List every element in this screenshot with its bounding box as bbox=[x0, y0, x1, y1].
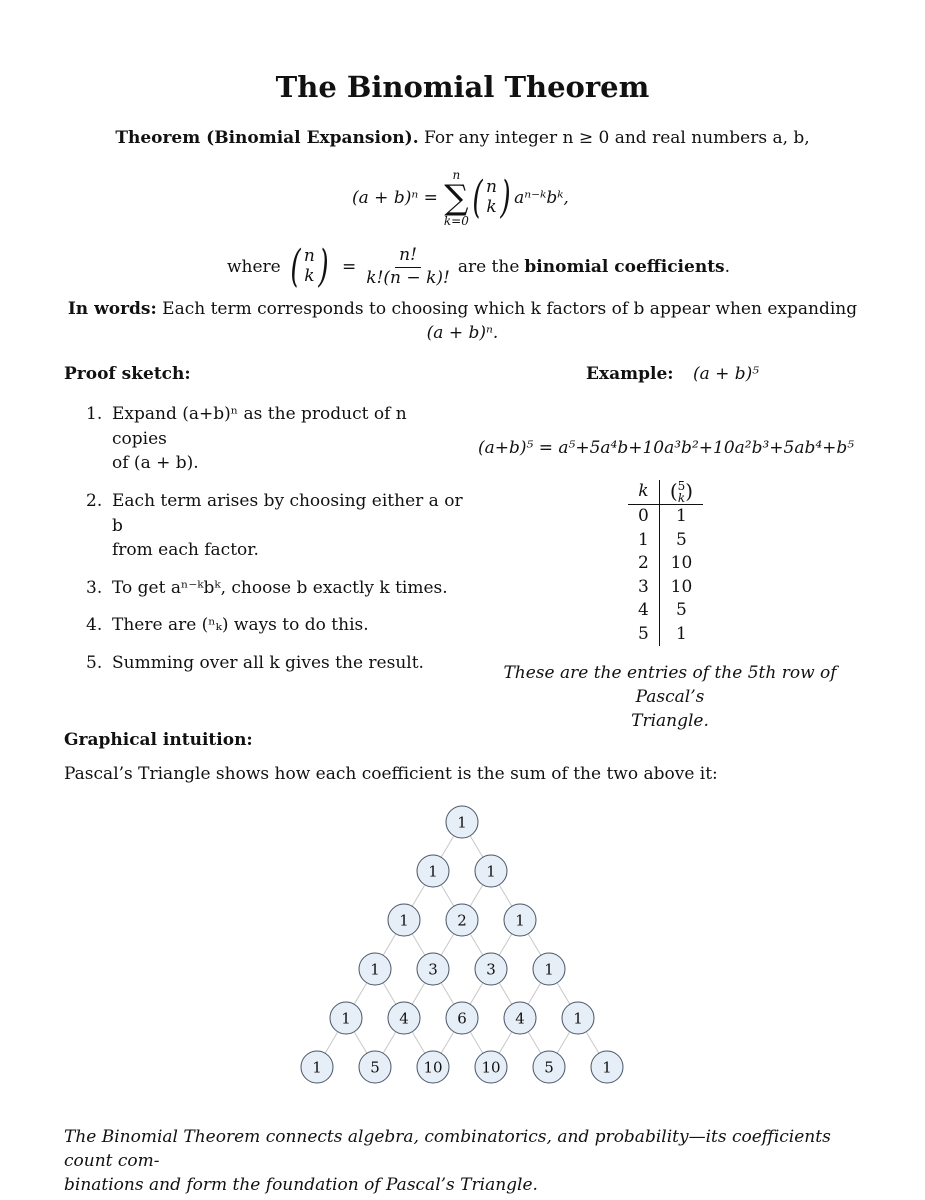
proof-step-text bbox=[112, 651, 424, 676]
in-words-label: In words: bbox=[67, 299, 157, 319]
equals-sign: = bbox=[342, 257, 357, 277]
pascal-node-value: 10 bbox=[481, 1058, 501, 1077]
pascal-node-value: 1 bbox=[602, 1058, 612, 1077]
table-cell-value: 1 bbox=[676, 623, 687, 644]
proof-step-line1: There are (ⁿₖ) ways to do this. bbox=[112, 615, 369, 636]
in-words bbox=[60, 298, 865, 346]
graphical-text: Pascal’s Triangle shows how each coefficient is the sum of the two above it: bbox=[64, 764, 718, 784]
binom-bottom: k bbox=[486, 197, 497, 217]
example-expansion: (a+b)⁵ = a⁵+5a⁴b+10a³b²+10a²b³+5ab⁴+b⁵ bbox=[478, 438, 855, 458]
table-cell-value: 10 bbox=[670, 553, 693, 573]
where-binomial: ( n k ) bbox=[290, 241, 329, 292]
proof-heading: Proof sketch: bbox=[64, 364, 191, 384]
proof-step-line1: Each term arises by choosing either a or b bbox=[112, 490, 463, 536]
table-cell-k: 4 bbox=[628, 599, 659, 623]
table-row bbox=[628, 505, 703, 529]
factorial-fraction bbox=[366, 245, 450, 289]
proof-step bbox=[86, 613, 466, 638]
pascal-node-value: 1 bbox=[312, 1058, 322, 1077]
proof-step-line2: of (a + b). bbox=[112, 453, 199, 474]
proof-list bbox=[86, 402, 466, 676]
sum-lower: k=0 bbox=[443, 214, 469, 228]
where-label: where bbox=[227, 257, 281, 277]
caption-line1: These are the entries of the 5th row of Pascal’s bbox=[503, 663, 837, 707]
coefficient-table bbox=[628, 480, 703, 646]
frac-numerator: n! bbox=[395, 245, 421, 267]
in-words-text2: (a + b)ⁿ. bbox=[426, 322, 499, 343]
theorem-label: Theorem (Binomial Expansion). bbox=[115, 128, 419, 148]
where-end: . bbox=[724, 257, 731, 277]
binomial-coefficient: ( n k ) bbox=[472, 172, 511, 223]
proof-step-line2: from each factor. bbox=[112, 540, 259, 561]
formula-tail: aⁿ⁻ᵏbᵏ, bbox=[514, 188, 569, 208]
in-words-text: Each term corresponds to choosing which k factors of b appear when expanding bbox=[162, 299, 858, 319]
table-cell-k: 1 bbox=[628, 529, 659, 553]
pascal-node-value: 1 bbox=[573, 1009, 583, 1028]
pascal-node-value: 1 bbox=[457, 813, 467, 832]
proof-step-line1: Expand (a+b)ⁿ as the product of n copies bbox=[112, 404, 407, 449]
pascal-node-value: 3 bbox=[486, 960, 496, 979]
theorem-statement bbox=[0, 128, 925, 148]
proof-step bbox=[86, 651, 466, 676]
pascal-node-value: 5 bbox=[544, 1058, 554, 1077]
table-row bbox=[628, 529, 703, 553]
formula-lhs: (a + b)ⁿ = bbox=[352, 188, 438, 208]
proof-step bbox=[86, 489, 466, 563]
proof-step bbox=[86, 576, 466, 601]
table-header-row bbox=[628, 480, 703, 505]
pascal-triangle bbox=[0, 790, 925, 1090]
where-tail: are the bbox=[457, 257, 520, 277]
table-cell-value: 1 bbox=[676, 506, 687, 526]
where-line bbox=[227, 242, 730, 292]
coefficient-table-wrap bbox=[628, 480, 703, 646]
pascal-node-value: 6 bbox=[457, 1009, 467, 1028]
sigma-symbol: ∑ bbox=[444, 178, 469, 218]
table-cell-value: 5 bbox=[676, 600, 687, 620]
pascal-node-value: 1 bbox=[515, 911, 525, 930]
example-header bbox=[586, 364, 759, 384]
page-title: The Binomial Theorem bbox=[275, 70, 650, 104]
table-cell-k: 0 bbox=[628, 505, 659, 529]
table-row bbox=[628, 576, 703, 600]
graphical-heading: Graphical intuition: bbox=[64, 730, 253, 750]
proof-step-text bbox=[112, 402, 466, 476]
binomial-coefficients-term: binomial coefficients bbox=[524, 257, 725, 277]
example-heading-expr: (a + b)⁵ bbox=[692, 364, 760, 384]
table-cell-value: 10 bbox=[670, 576, 693, 597]
proof-step-text bbox=[112, 576, 448, 601]
pascal-node-value: 10 bbox=[423, 1058, 443, 1077]
sum-upper: n bbox=[452, 168, 461, 182]
pascal-node-value: 3 bbox=[428, 960, 438, 979]
proof-steps bbox=[86, 402, 466, 689]
proof-step-number: 4. bbox=[86, 615, 103, 636]
proof-step-number: 3. bbox=[86, 577, 103, 598]
closing-text bbox=[64, 1126, 864, 1197]
table-cell-k: 5 bbox=[628, 623, 659, 647]
table-binom-top: 5 bbox=[677, 479, 686, 493]
table-cell-k: 2 bbox=[628, 552, 659, 576]
proof-step bbox=[86, 402, 466, 476]
pascal-node-value: 4 bbox=[515, 1009, 525, 1028]
proof-step-number: 5. bbox=[86, 653, 103, 674]
table-header-binom: ( 5 k ) bbox=[659, 480, 703, 505]
pascal-node-value: 1 bbox=[544, 960, 554, 979]
proof-step-number: 2. bbox=[86, 490, 103, 511]
table-row bbox=[628, 623, 703, 647]
frac-denominator: k!(n − k)! bbox=[366, 267, 450, 288]
pascal-node-value: 5 bbox=[370, 1058, 380, 1077]
example-caption bbox=[470, 662, 870, 733]
pascal-node-value: 1 bbox=[341, 1009, 351, 1028]
summation bbox=[444, 169, 469, 227]
theorem-intro: For any integer n ≥ 0 and real numbers a, b, bbox=[424, 128, 810, 148]
table-cell-k: 3 bbox=[628, 576, 659, 600]
proof-step-number: 1. bbox=[86, 404, 103, 424]
table-cell-value: 5 bbox=[676, 529, 687, 550]
binomial-formula bbox=[352, 168, 569, 228]
table-row bbox=[628, 552, 703, 576]
where-binom-top: n bbox=[303, 246, 315, 267]
pascal-node-value: 1 bbox=[486, 862, 496, 881]
closing-line1: The Binomial Theorem connects algebra, combinatorics, and probability—its coefficients count com- bbox=[64, 1127, 831, 1171]
pascal-node-value: 4 bbox=[399, 1009, 409, 1028]
table-header-k: k bbox=[628, 480, 659, 505]
proof-step-text bbox=[112, 613, 369, 638]
example-heading: Example: bbox=[586, 364, 674, 384]
pascal-nodes bbox=[301, 806, 623, 1083]
pascal-node-value: 1 bbox=[399, 911, 409, 930]
proof-step-line1: Summing over all k gives the result. bbox=[112, 653, 424, 674]
binom-top: n bbox=[486, 177, 497, 198]
table-row bbox=[628, 599, 703, 623]
closing-line2: binations and form the foundation of Pascal’s Triangle. bbox=[64, 1174, 538, 1195]
proof-step-line1: To get aⁿ⁻ᵏbᵏ, choose b exactly k times. bbox=[112, 577, 448, 598]
proof-step-text bbox=[112, 489, 466, 563]
where-binom-bottom: k bbox=[304, 266, 315, 286]
pascal-node-value: 1 bbox=[370, 960, 380, 979]
caption-line2: Triangle. bbox=[631, 710, 709, 731]
pascal-node-value: 2 bbox=[457, 911, 467, 930]
table-binom-bottom: k bbox=[677, 491, 686, 505]
pascal-node-value: 1 bbox=[428, 862, 438, 881]
